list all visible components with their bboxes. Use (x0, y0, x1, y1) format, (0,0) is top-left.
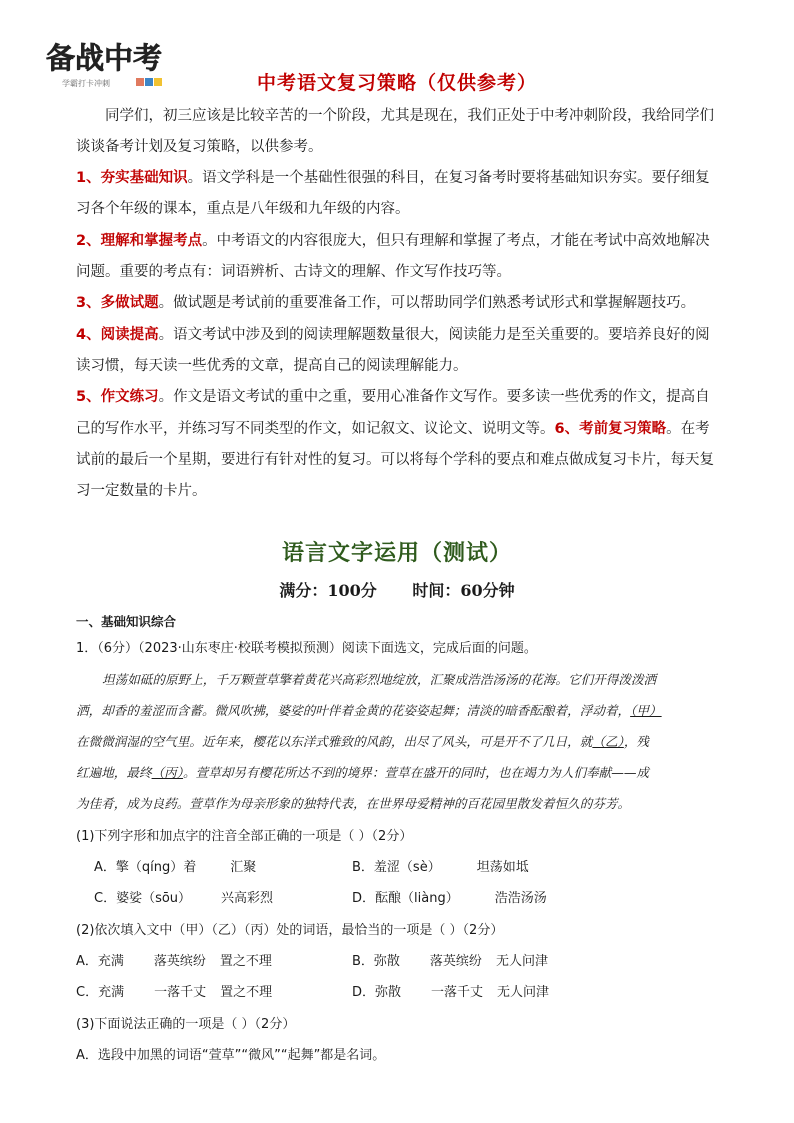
point-6-line-1: 试前的最后一个星期，要进行有针对性的复习。可以将每个学科的要点和难点做成复习卡片，每天复 (76, 452, 714, 468)
passage-line-4: 红遍地，最终（丙）。萱草却另有樱花所达不到的境界：萱草在盛开的同时，也在竭力为人们奉献——成 (76, 765, 650, 780)
passage-line-5: 为佳肴，成为良药。萱草作为母亲形象的独特代表，在世界母爱精神的百花园里散发着恒久的芬芳。 (76, 796, 631, 811)
q1-1-option-a: A．擎（qíng）着 汇聚 (94, 860, 257, 875)
question-1-2: (2)依次填入文中（甲）（乙）（丙）处的词语，最恰当的一项是（ ）（2分） (76, 923, 504, 938)
logo-text: 备战中考 (46, 41, 163, 75)
intro-line-1: 同学们，初三应该是比较辛苦的一个阶段，尤其是现在，我们正处于中考冲刺阶段，我给同学们 (105, 108, 714, 124)
blank-jia: （甲） (630, 703, 662, 718)
point-3-line-1: 3、多做试题。做试题是考试前的重要准备工作，可以帮助同学们熟悉考试形式和掌握解题技巧。 (76, 295, 696, 311)
point-5-line-1: 5、作文练习。作文是语文考试的重中之重，要用心准备作文写作。要多读一些优秀的作文，提高自 (76, 389, 710, 405)
q1-1-option-c: C．婆娑（sōu） 兴高彩烈 (94, 891, 274, 906)
point-4-line-2: 读习惯，每天读一些优秀的文章，提高自己的阅读理解能力。 (76, 358, 468, 374)
full-score: 满分：100分 (279, 581, 377, 600)
time-limit: 时间：60分钟 (412, 581, 515, 600)
q1-2-option-b: B．弥散 落英缤纷 无人问津 (352, 954, 548, 969)
point-2-line-1: 2、理解和掌握考点。中考语文的内容很庞大，但只有理解和掌握了考点，才能在考试中高效地解决 (76, 233, 710, 249)
passage-line-3: 在微微润湿的空气里。近年来，樱花以东洋式雅致的风韵，出尽了风头，可是开不了几日，就（乙），残 (76, 734, 650, 749)
point-3-heading: 3、多做试题 (76, 295, 159, 311)
q1-1-option-d: D．酝酿（liàng） 浩浩汤汤 (352, 891, 547, 906)
q1-2-option-c: C．充满 一落千丈 置之不理 (76, 985, 273, 1000)
point-5-line-2: 己的写作水平，并练习写不同类型的作文，如记叙文、议论文、说明文等。6、考前复习策略。在考 (76, 421, 710, 437)
q1-3-option-a: A．选段中加黑的词语“萱草”“微风”“起舞”都是名词。 (76, 1048, 386, 1063)
q1-2-option-d: D．弥散 一落千丈 无人问津 (352, 985, 550, 1000)
blank-yi: （乙） (592, 734, 624, 749)
strategy-title: 中考语文复习策略（仅供参考） (256, 72, 537, 94)
passage-line-2: 洒，却香的羞涩而含蓄。微风吹拂，婆娑的叶伴着金黄的花姿姿起舞；清淡的暗香酝酿着，浮动着，（甲） (76, 703, 662, 718)
point-2-line-2: 问题。重要的考点有：词语辨析、古诗文的理解、作文写作技巧等。 (76, 264, 511, 280)
q1-2-option-a: A．充满 落英缤纷 置之不理 (76, 954, 272, 969)
point-1-heading: 1、夯实基础知识 (76, 170, 188, 186)
question-1-3: (3)下面说法正确的一项是（ ）（2分） (76, 1017, 296, 1032)
point-1-line-1: 1、夯实基础知识。语文学科是一个基础性很强的科目，在复习备考时要将基础知识夯实。要仔细复 (76, 170, 710, 186)
point-4-line-1: 4、阅读提高。语文考试中涉及到的阅读理解题数量很大，阅读能力是至关重要的。要培养良好的阅 (76, 327, 710, 343)
point-6-line-2: 习一定数量的卡片。 (76, 483, 207, 499)
point-5-heading: 5、作文练习 (76, 389, 159, 405)
question-1-intro: 1．（6分）（2023·山东枣庄·校联考模拟预测）阅读下面选文，完成后面的问题。 (76, 641, 537, 656)
q1-1-option-b: B．羞涩（sè） 坦荡如坻 (352, 860, 529, 875)
point-6-heading: 6、考前复习策略 (554, 421, 667, 437)
logo-tagline: 学霸打卡冲刺 (62, 79, 110, 88)
question-1-1: (1)下列字形和加点字的注音全部正确的一项是（ ）（2分） (76, 829, 413, 844)
test-title: 语言文字运用（测试） (281, 541, 512, 566)
section-heading: 一、基础知识综合 (76, 614, 177, 629)
passage-line-1: 坦荡如砥的原野上，千万颗萱草擎着黄花兴高彩烈地绽放，汇聚成浩浩汤汤的花海。它们开得泼泼洒 (102, 672, 657, 687)
intro-line-2: 谈谈备考计划及复习策略，以供参考。 (76, 139, 323, 155)
score-line (0, 578, 794, 601)
blank-bing: （丙） (151, 765, 184, 780)
point-4-heading: 4、阅读提高 (76, 327, 159, 343)
point-1-line-2: 习各个年级的课本，重点是八年级和九年级的内容。 (76, 201, 410, 217)
point-2-heading: 2、理解和掌握考点 (76, 233, 203, 249)
